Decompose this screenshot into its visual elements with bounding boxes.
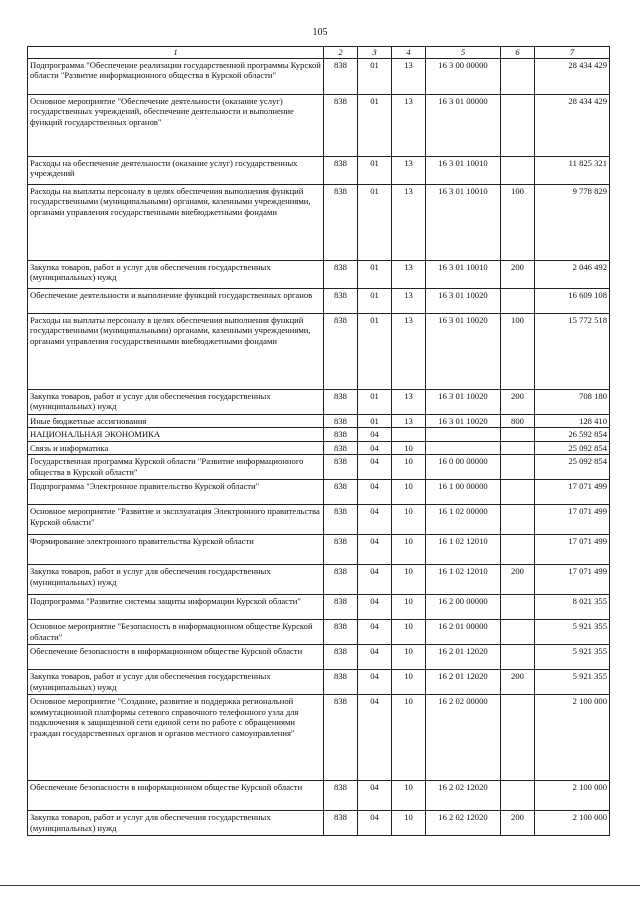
header-col-6: 6 [501,47,535,59]
cell-expense-type: 200 [501,389,535,414]
cell-amount: 17 071 499 [535,565,610,595]
cell-section: 04 [358,620,392,645]
cell-expense-type [501,288,535,313]
cell-section: 04 [358,670,392,695]
cell-amount: 25 092 854 [535,441,610,455]
cell-expense-type [501,645,535,670]
cell-target-article: 16 2 01 00000 [426,620,501,645]
cell-subsection: 13 [392,156,426,184]
cell-amount: 25 092 854 [535,455,610,480]
cell-section: 04 [358,535,392,565]
cell-amount: 16 609 108 [535,288,610,313]
cell-name: Закупка товаров, работ и услуг для обеспечения государственных (муниципальных) нужд [28,670,324,695]
cell-amount: 5 921 355 [535,645,610,670]
cell-target-article: 16 2 02 00000 [426,695,501,781]
cell-admin-code: 838 [324,620,358,645]
table-row [28,313,610,389]
table-header-row [28,47,610,59]
cell-name: Подпрограмма "Развитие системы защиты информации Курской области" [28,595,324,620]
cell-expense-type [501,428,535,442]
cell-section: 04 [358,595,392,620]
cell-target-article: 16 1 02 12010 [426,565,501,595]
cell-expense-type: 200 [501,260,535,288]
table-row [28,695,610,781]
cell-name: НАЦИОНАЛЬНАЯ ЭКОНОМИКА [28,428,324,442]
page-bottom-rule [0,885,640,886]
cell-expense-type: 800 [501,414,535,428]
cell-section: 01 [358,288,392,313]
cell-name: Закупка товаров, работ и услуг для обеспечения государственных (муниципальных) нужд [28,260,324,288]
cell-subsection: 10 [392,480,426,505]
table-row [28,58,610,94]
table-row [28,389,610,414]
cell-admin-code: 838 [324,781,358,811]
header-col-4: 4 [392,47,426,59]
cell-section: 04 [358,781,392,811]
cell-expense-type [501,595,535,620]
table-row [28,455,610,480]
cell-target-article [426,441,501,455]
header-col-7: 7 [535,47,610,59]
cell-name: Обеспечение деятельности и выполнение функций государственных органов [28,288,324,313]
cell-amount: 8 021 355 [535,595,610,620]
cell-admin-code: 838 [324,535,358,565]
cell-subsection: 13 [392,94,426,156]
table-row [28,670,610,695]
cell-admin-code: 838 [324,58,358,94]
cell-expense-type [501,535,535,565]
cell-name: Расходы на обеспечение деятельности (оказание услуг) государственных учреждений [28,156,324,184]
table-row [28,480,610,505]
cell-amount: 2 100 000 [535,695,610,781]
cell-amount: 5 921 355 [535,620,610,645]
cell-expense-type [501,620,535,645]
cell-amount: 17 071 499 [535,505,610,535]
cell-name: Связь и информатика [28,441,324,455]
cell-section: 04 [358,441,392,455]
table-row [28,288,610,313]
cell-expense-type [501,441,535,455]
cell-admin-code: 838 [324,595,358,620]
cell-expense-type: 200 [501,565,535,595]
cell-target-article: 16 2 00 00000 [426,595,501,620]
cell-section: 04 [358,695,392,781]
cell-expense-type: 100 [501,313,535,389]
cell-amount: 28 434 429 [535,94,610,156]
cell-name: Закупка товаров, работ и услуг для обеспечения государственных (муниципальных) нужд [28,565,324,595]
cell-subsection: 13 [392,184,426,260]
cell-section: 04 [358,455,392,480]
cell-name: Основное мероприятие "Безопасность в информационном обществе Курской области" [28,620,324,645]
cell-section: 04 [358,645,392,670]
cell-name: Обеспечение безопасности в информационном обществе Курской области [28,645,324,670]
cell-section: 01 [358,313,392,389]
cell-admin-code: 838 [324,480,358,505]
cell-target-article: 16 2 02 12020 [426,781,501,811]
cell-name: Подпрограмма "Электронное правительство Курской области" [28,480,324,505]
cell-subsection: 10 [392,645,426,670]
table-row [28,184,610,260]
cell-amount: 128 410 [535,414,610,428]
cell-name: Расходы на выплаты персоналу в целях обеспечения выполнения функций государственными (муниципальными) органами, казенными учреждениями, органами управления государственными внебюджетными фондами [28,313,324,389]
cell-section: 04 [358,811,392,836]
table-row [28,156,610,184]
cell-target-article: 16 3 01 10020 [426,313,501,389]
cell-admin-code: 838 [324,313,358,389]
cell-subsection: 10 [392,505,426,535]
cell-admin-code: 838 [324,156,358,184]
cell-admin-code: 838 [324,389,358,414]
cell-expense-type [501,781,535,811]
cell-admin-code: 838 [324,441,358,455]
cell-section: 01 [358,184,392,260]
cell-amount: 17 071 499 [535,480,610,505]
cell-amount: 2 046 492 [535,260,610,288]
cell-subsection: 10 [392,695,426,781]
table-row [28,595,610,620]
cell-name: Основное мероприятие "Обеспечение деятельности (оказание услуг) государственных учреждений, обеспечение деятельности и выполнение функций государственных органов" [28,94,324,156]
cell-target-article: 16 3 01 00000 [426,94,501,156]
cell-amount: 708 180 [535,389,610,414]
cell-expense-type: 200 [501,811,535,836]
cell-section: 04 [358,565,392,595]
cell-section: 04 [358,505,392,535]
table-row [28,811,610,836]
cell-admin-code: 838 [324,645,358,670]
cell-expense-type: 100 [501,184,535,260]
cell-admin-code: 838 [324,565,358,595]
cell-expense-type: 200 [501,670,535,695]
cell-section: 04 [358,428,392,442]
cell-amount: 26 592 854 [535,428,610,442]
cell-target-article: 16 3 01 10020 [426,414,501,428]
table-row [28,505,610,535]
cell-name: Основное мероприятие "Создание, развитие и поддержка региональной коммутационной платформы сетевого справочного телефонного узла для подключения к защищенной сети единой сети по работе с обращениями граждан государственных органов и органов местного самоуправления" [28,695,324,781]
cell-admin-code: 838 [324,288,358,313]
cell-admin-code: 838 [324,455,358,480]
cell-name: Подпрограмма "Обеспечение реализации государственной программы Курской области "Развитие информационного общества в Курской области" [28,58,324,94]
cell-target-article: 16 2 01 12020 [426,645,501,670]
cell-name: Закупка товаров, работ и услуг для обеспечения государственных (муниципальных) нужд [28,811,324,836]
cell-expense-type [501,94,535,156]
cell-admin-code: 838 [324,414,358,428]
cell-target-article: 16 3 01 10010 [426,260,501,288]
cell-amount: 2 100 000 [535,811,610,836]
table-row [28,535,610,565]
cell-section: 04 [358,480,392,505]
cell-section: 01 [358,58,392,94]
cell-target-article: 16 1 00 00000 [426,480,501,505]
header-col-5: 5 [426,47,501,59]
cell-target-article: 16 2 01 12020 [426,670,501,695]
cell-target-article: 16 3 01 10010 [426,156,501,184]
cell-amount: 11 825 321 [535,156,610,184]
cell-subsection: 10 [392,670,426,695]
table-row [28,428,610,442]
cell-subsection: 10 [392,811,426,836]
cell-name: Расходы на выплаты персоналу в целях обеспечения выполнения функций государственными (муниципальными) органами, казенными учреждениями, органами управления государственными внебюджетными фондами [28,184,324,260]
cell-subsection: 13 [392,260,426,288]
table-row [28,620,610,645]
cell-name: Иные бюджетные ассигнования [28,414,324,428]
cell-target-article: 16 3 00 00000 [426,58,501,94]
cell-amount: 5 921 355 [535,670,610,695]
cell-admin-code: 838 [324,260,358,288]
cell-expense-type [501,58,535,94]
header-col-1: 1 [28,47,324,59]
cell-target-article: 16 0 00 00000 [426,455,501,480]
cell-target-article: 16 1 02 00000 [426,505,501,535]
cell-subsection: 10 [392,535,426,565]
cell-subsection: 10 [392,781,426,811]
cell-admin-code: 838 [324,184,358,260]
cell-target-article: 16 3 01 10020 [426,389,501,414]
cell-target-article [426,428,501,442]
budget-table [27,46,610,836]
cell-admin-code: 838 [324,94,358,156]
cell-subsection: 10 [392,620,426,645]
table-row [28,565,610,595]
cell-target-article: 16 3 01 10020 [426,288,501,313]
table-row [28,645,610,670]
cell-section: 01 [358,260,392,288]
cell-target-article: 16 2 02 12020 [426,811,501,836]
cell-amount: 28 434 429 [535,58,610,94]
header-col-3: 3 [358,47,392,59]
cell-subsection [392,428,426,442]
cell-section: 01 [358,414,392,428]
cell-expense-type [501,455,535,480]
cell-name: Государственная программа Курской области "Развитие информационного общества в Курской области" [28,455,324,480]
page-number: 105 [312,27,328,38]
cell-name: Формирование электронного правительства Курской области [28,535,324,565]
cell-section: 01 [358,389,392,414]
cell-admin-code: 838 [324,811,358,836]
cell-name: Обеспечение безопасности в информационном обществе Курской области [28,781,324,811]
cell-subsection: 13 [392,389,426,414]
cell-section: 01 [358,94,392,156]
cell-subsection: 13 [392,58,426,94]
cell-amount: 15 772 518 [535,313,610,389]
cell-name: Основное мероприятие "Развитие и эксплуатация Электронного правительства Курской области" [28,505,324,535]
cell-amount: 9 778 829 [535,184,610,260]
cell-amount: 17 071 499 [535,535,610,565]
cell-subsection: 10 [392,595,426,620]
table-row [28,260,610,288]
cell-expense-type [501,505,535,535]
header-col-2: 2 [324,47,358,59]
cell-admin-code: 838 [324,695,358,781]
cell-admin-code: 838 [324,670,358,695]
cell-subsection: 13 [392,288,426,313]
table-row [28,441,610,455]
cell-subsection: 13 [392,414,426,428]
cell-admin-code: 838 [324,505,358,535]
cell-subsection: 10 [392,441,426,455]
cell-admin-code: 838 [324,428,358,442]
cell-expense-type [501,156,535,184]
cell-subsection: 10 [392,455,426,480]
cell-target-article: 16 1 02 12010 [426,535,501,565]
table-row [28,414,610,428]
cell-name: Закупка товаров, работ и услуг для обеспечения государственных (муниципальных) нужд [28,389,324,414]
table-row [28,94,610,156]
cell-expense-type [501,695,535,781]
cell-subsection: 13 [392,313,426,389]
cell-amount: 2 100 000 [535,781,610,811]
cell-expense-type [501,480,535,505]
cell-section: 01 [358,156,392,184]
cell-subsection: 10 [392,565,426,595]
cell-target-article: 16 3 01 10010 [426,184,501,260]
table-row [28,781,610,811]
